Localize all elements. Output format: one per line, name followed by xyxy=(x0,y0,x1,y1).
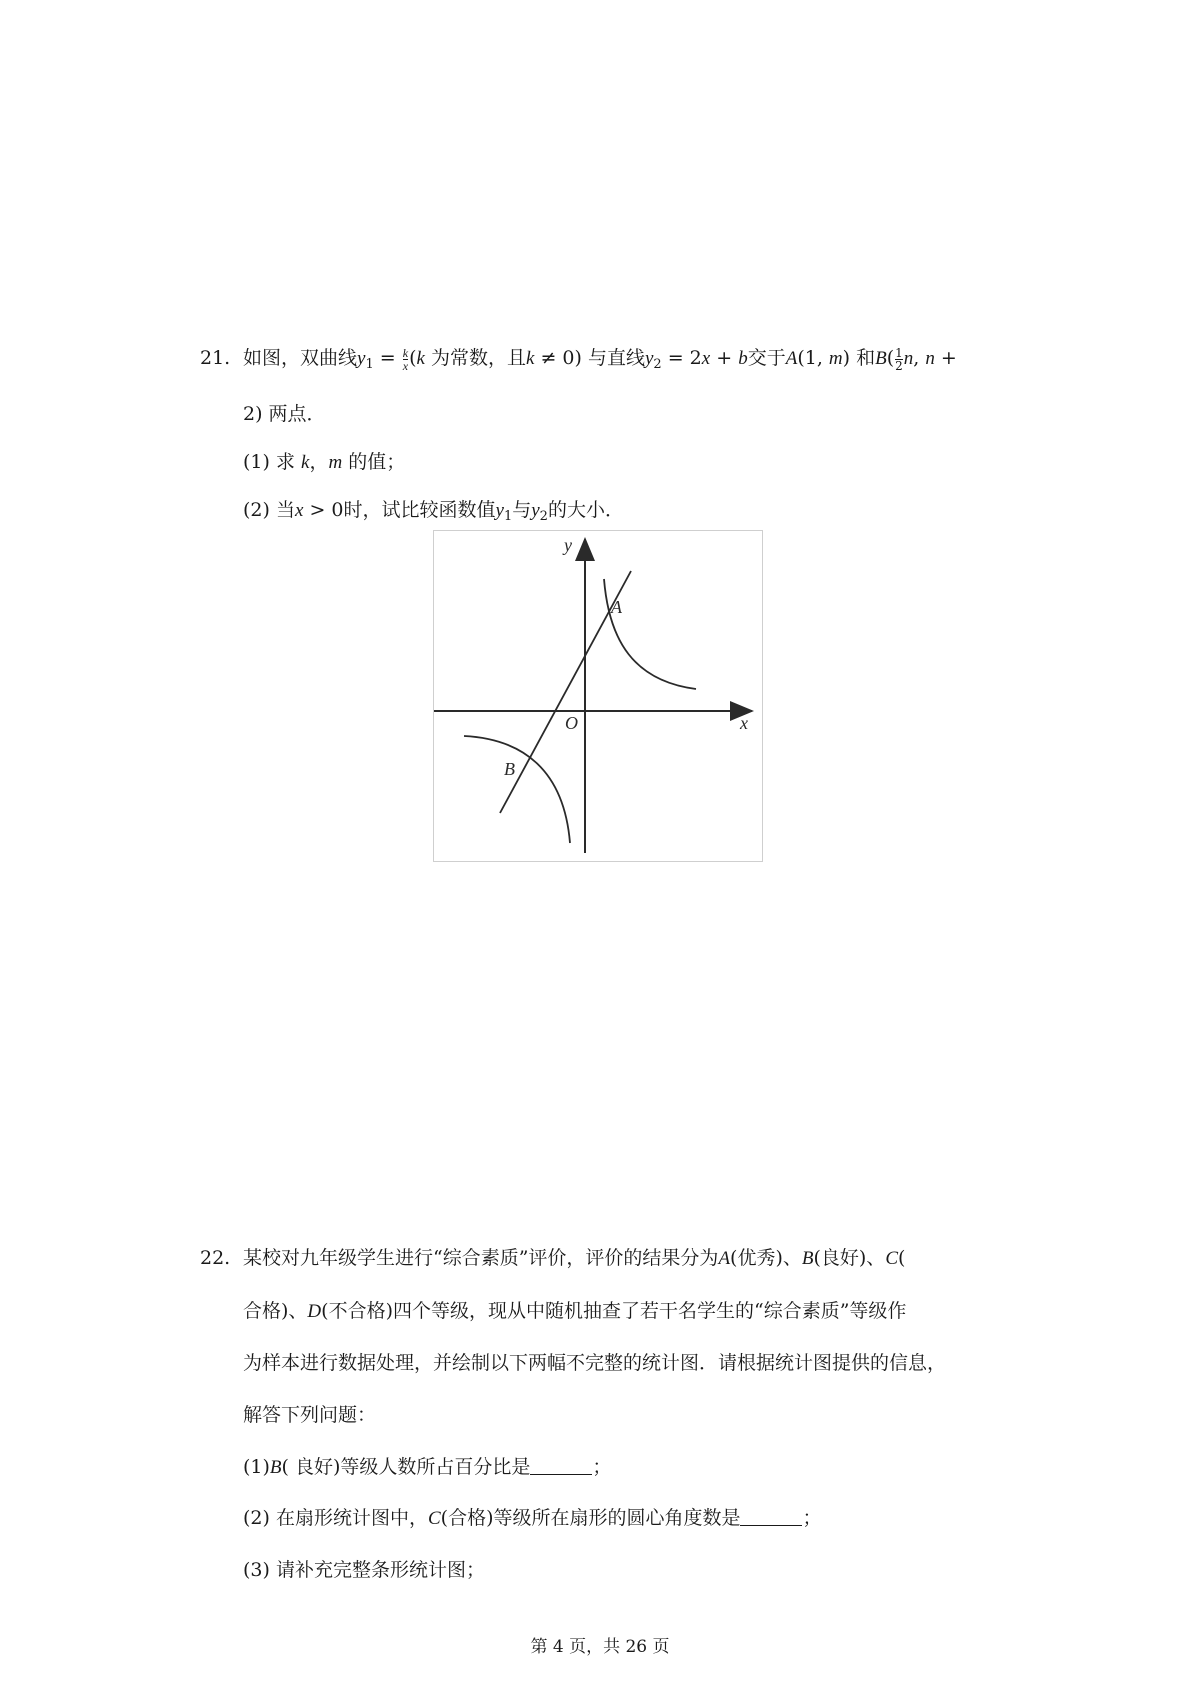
answer-blank-1 xyxy=(530,1456,592,1475)
q22-part2: (2) 在扇形统计图中，C(合格)等级所在扇形的圆心角度数是 ； xyxy=(243,1507,822,1529)
q21-line2: 2) 两点． xyxy=(243,403,326,425)
q22-part1: (1)B( 良好)等级人数所占百分比是 ； xyxy=(243,1456,612,1478)
hyperbola-line-figure xyxy=(433,530,763,862)
origin-label: O xyxy=(565,713,578,733)
x-axis-label: x xyxy=(740,713,748,733)
q21-part1: (1) 求 k，m 的值； xyxy=(243,451,406,473)
q21-number: 21. xyxy=(200,347,231,369)
q22-line2: 合格)、D(不合格)四个等级，现从中随机抽查了若干名学生的“综合素质”等级作 xyxy=(243,1300,907,1322)
answer-blank-2 xyxy=(740,1507,802,1526)
q22-number: 22. xyxy=(200,1247,231,1269)
q22-line4: 解答下列问题： xyxy=(243,1404,377,1426)
q21-part2: (2) 当x > 0时，试比较函数值$y_1$与$y_2$的大小． xyxy=(243,499,624,524)
q22-line1: 某校对九年级学生进行“综合素质”评价，评价的结果分为A(优秀)、B(良好)、C( xyxy=(243,1247,906,1269)
fraction-k-over-x: $\frac{k}{x}$ xyxy=(402,345,409,373)
point-b-label: B xyxy=(504,759,515,779)
q21-line1: 如图，双曲线$y_1$ = $\frac{k}{x}$ (k 为常数，且k ≠ 0) 与直线$y_2 = 2x + b$交于A(1, m) 和B( $\frac{1}{2}$ n, n + xyxy=(243,345,957,373)
y-axis-label: y xyxy=(564,535,572,555)
q22-part3: (3) 请补充完整条形统计图； xyxy=(243,1559,485,1581)
hyperbola-branch-left xyxy=(464,736,570,843)
page-footer: 第 4 页，共 26 页 xyxy=(530,1637,670,1657)
point-a-label: A xyxy=(611,597,622,617)
fraction-one-half: $\frac{1}{2}$ xyxy=(895,345,903,373)
q22-line3: 为样本进行数据处理，并绘制以下两幅不完整的统计图．请根据统计图提供的信息， xyxy=(243,1352,947,1374)
